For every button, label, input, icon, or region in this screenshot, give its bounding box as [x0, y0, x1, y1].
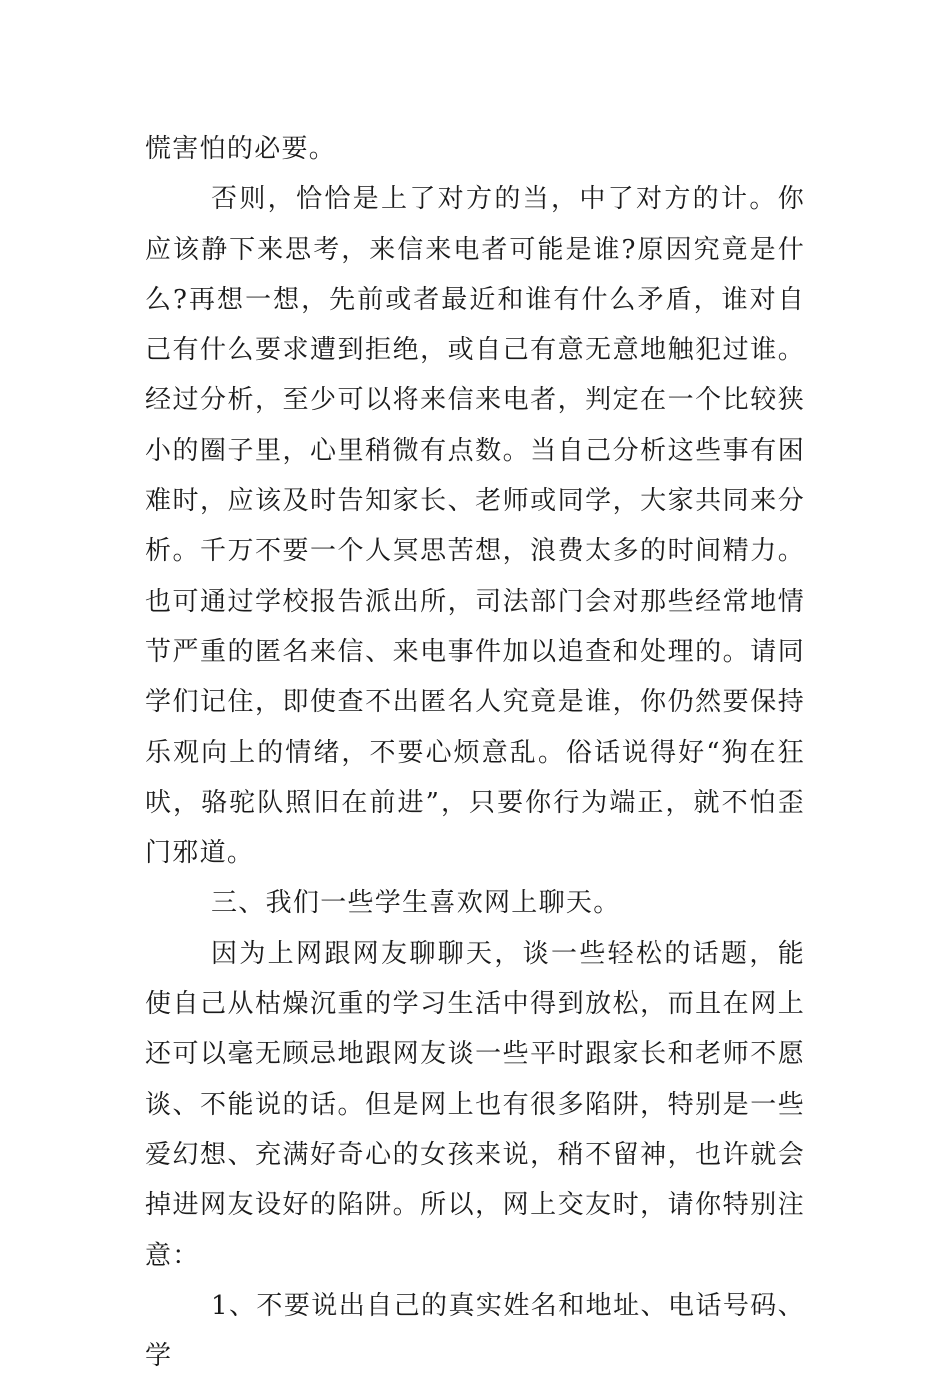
section-heading-online-chat: 三、我们一些学生喜欢网上聊天。 — [211, 888, 621, 919]
paragraph-anonymous-letters-advice: 否则，恰恰是上了对方的当，中了对方的计。你应该静下来思考，来信来电者可能是谁?原因究竟是什么?再想一想，先前或者最近和谁有什么矛盾，谁对自己有什么要求遭到拒绝，或自己有意无意地触犯过谁。经过分析，至少可以将来信来电者，判定在一个比较狭小的圈子里，心里稍微有点数。当自己分析这些事有困难时，应该及时告知家长、老师或同学，大家共同来分析。千万不要一个人冥思苦想，浪费太多的时间精力。也可通过学校报告派出所，司法部门会对那些经常地情节严重的匿名来信、来电事件加以追查和处理的。请同学们记住，即使查不出匿名人究竟是谁，你仍然要保持乐观向上的情绪，不要心烦意乱。俗话说得好“狗在狂吠，骆驼队照旧在前进”，只要你行为端正，就不怕歪门邪道。 — [145, 184, 805, 869]
list-item-1: 1、不要说出自己的真实姓名和地址、电话号码、学 — [145, 1290, 805, 1372]
paragraph-online-chat-risks: 因为上网跟网友聊聊天，谈一些轻松的话题，能使自己从枯燥沉重的学习生活中得到放松，而且在网上还可以毫无顾忌地跟网友谈一些平时跟家长和老师不愿谈、不能说的话。但是网上也有很多陷阱，特别是一些爱幻想、充满好奇心的女孩来说，稍不留神，也许就会掉进网友设好的陷阱。所以，网上交友时，请你特别注意： — [145, 938, 805, 1271]
paragraph-continuation: 慌害怕的必要。 — [145, 134, 337, 164]
